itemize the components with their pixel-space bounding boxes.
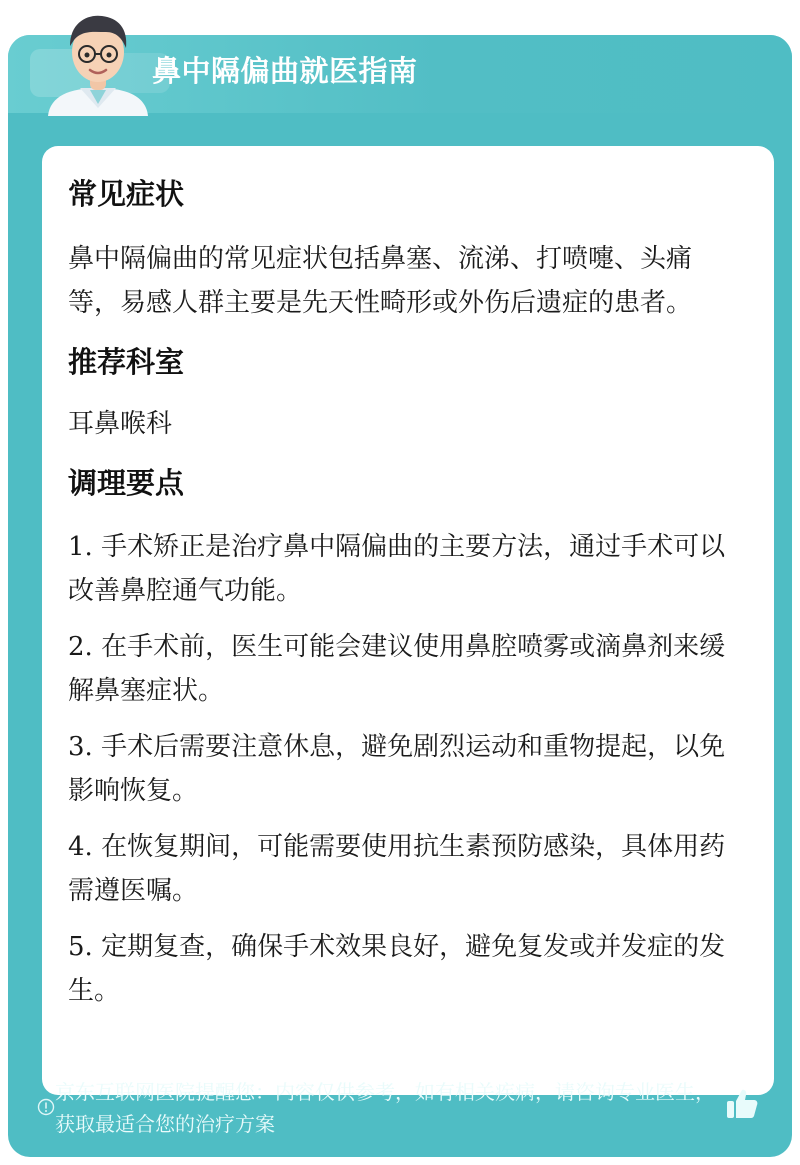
card-content: [68, 146, 738, 1013]
care-list-item: [68, 625, 738, 713]
guide-panel: [8, 35, 792, 1157]
department-text: 耳鼻喉科: [68, 409, 173, 439]
symptoms-heading: 常见症状: [68, 177, 185, 211]
care-item-number: 1.: [68, 532, 93, 562]
department-heading: 推荐科室: [68, 345, 185, 379]
content-card: [42, 146, 774, 1095]
care-list-item: [68, 525, 738, 613]
care-item-number: 5.: [68, 932, 93, 962]
care-list: [68, 525, 738, 1013]
care-item-text: 手术后需要注意休息，避免剧烈运动和重物提起，以免影响恢复。: [68, 732, 726, 806]
care-list-item: [68, 825, 738, 913]
care-item-text: 定期复查，确保手术效果良好，避免复发或并发症的发生。: [68, 932, 726, 1006]
thumbs-up-icon[interactable]: [724, 1086, 760, 1122]
care-list-item: [68, 725, 738, 813]
info-icon: [37, 1098, 55, 1116]
doctor-avatar: [40, 8, 156, 116]
care-list-item: [68, 925, 738, 1013]
care-item-text: 手术矫正是治疗鼻中隔偏曲的主要方法，通过手术可以改善鼻腔通气功能。: [68, 532, 726, 606]
care-item-number: 3.: [68, 732, 93, 762]
symptoms-text: 鼻中隔偏曲的常见症状包括鼻塞、流涕、打喷嚏、头痛等，易感人群主要是先天性畸形或外伤后遗症的患者。: [68, 244, 693, 318]
care-item-number: 2.: [68, 632, 93, 662]
care-item-text: 在手术前，医生可能会建议使用鼻腔喷雾或滴鼻剂来缓解鼻塞症状。: [68, 632, 726, 706]
care-item-number: 4.: [68, 832, 93, 862]
care-heading: 调理要点: [68, 466, 185, 500]
disclaimer-text: 京东互联网医院提醒您：内容仅供参考，如有相关疾病，请咨询专业医生，获取最适合您的治疗方案: [55, 1080, 715, 1136]
care-item-text: 在恢复期间，可能需要使用抗生素预防感染，具体用药需遵医嘱。: [68, 832, 726, 906]
page-title: 鼻中隔偏曲就医指南: [152, 54, 418, 88]
